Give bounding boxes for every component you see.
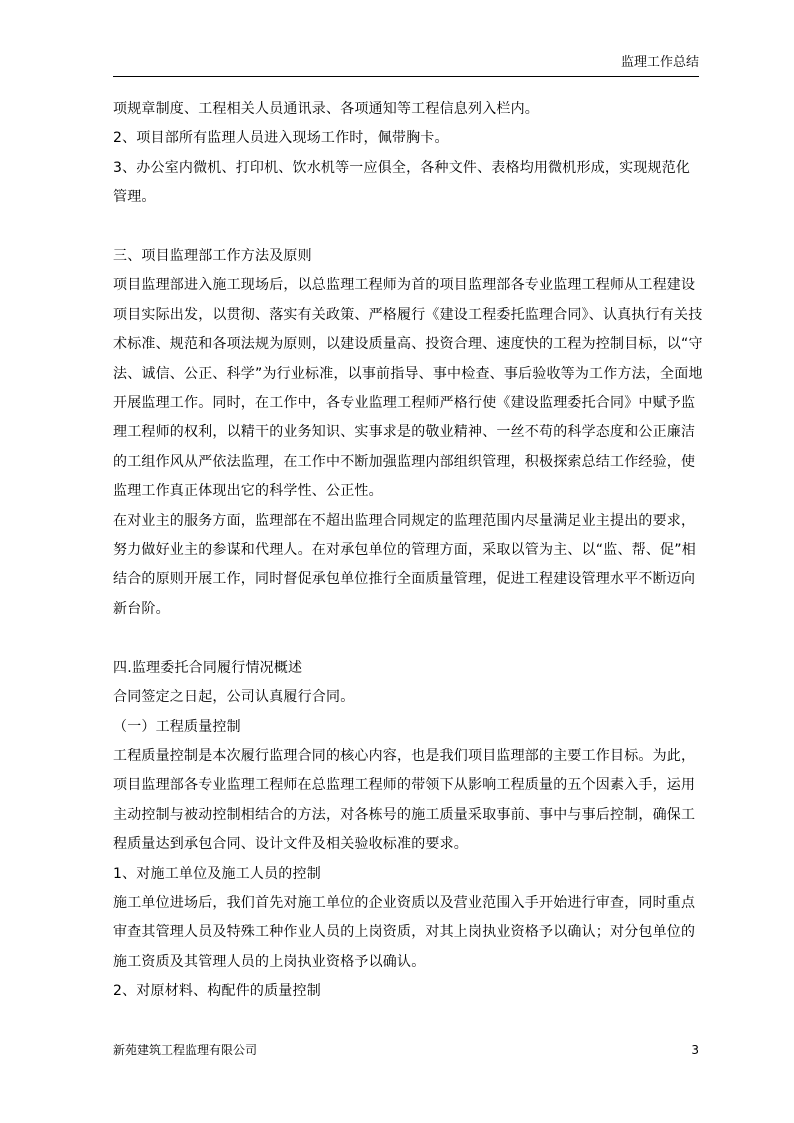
blank-line: [113, 213, 703, 242]
footer-company: 新苑建筑工程监理有限公司: [113, 1043, 258, 1057]
section-heading-4: 四.监理委托合同履行情况概述: [113, 659, 303, 676]
paragraph: 项规章制度、工程相关人员通讯录、各项通知等工程信息列入栏内。: [113, 101, 539, 117]
document-body: [113, 95, 703, 1007]
paragraph: 施工单位进场后，我们首先对施工单位的企业资质以及营业范围入手开始进行审查，同时重点审查其管理人员及特殊工种作业人员的上岗资质，对其上岗执业资格予以确认；对分包单位的施工资质及其管理人员的上岗执业资格予以确认。: [113, 894, 696, 970]
paragraph: 合同签定之日起，公司认真履行合同。: [113, 689, 355, 706]
item-heading-1: 1、对施工单位及施工人员的控制: [113, 865, 321, 882]
page-footer: [113, 1041, 699, 1059]
header-title: 监理工作总结: [620, 55, 699, 70]
paragraph: 工程质量控制是本次履行监理合同的核心内容，也是我们项目监理部的主要工作目标。为此，项目监理部各专业监理工程师在总监理工程师的带领下从影响工程质量的五个因素入手，运用主动控制与被动控制相结合的方法，对各栋号的施工质量采取事前、事中与事后控制，确保工程质量达到承包合同、设计文件及相关验收标准的要求。: [113, 747, 696, 853]
paragraph: 在对业主的服务方面，监理部在不超出监理合同规定的监理范围内尽量满足业主提出的要求，努力做好业主的参谋和代理人。在对承包单位的管理方面，采取以管为主、以“监、帮、促”相结合的原则开展工作，同时督促承包单位推行全面质量管理，促进工程建设管理水平不断迈向新台阶。: [113, 512, 696, 617]
list-item-2: 2、项目部所有监理人员进入现场工作时，佩带胸卡。: [113, 130, 449, 147]
page-number: 3: [691, 1043, 699, 1057]
paragraph: 项目监理部进入施工现场后，以总监理工程师为首的项目监理部各专业监理工程师从工程建设项目实际出发，以贯彻、落实有关政策、严格履行《建设工程委托监理合同》、认真执行有关技术标准、规范和各项法规为原则，以建设质量高、投资合理、速度快的工程为控制目标，以“守法、诚信、公正、科学”为行业标准，以事前指导、事中检查、事后验收等为工作方法，全面地开展监理工作。同时，在工作中，各专业监理工程师严格行使《建设监理委托合同》中赋予监理工程师的权利，以精干的业务知识、实事求是的敬业精神、一丝不苟的科学态度和公正廉洁的工组作风从严依法监理，在工作中不断加强监理内部组织管理，积极探索总结工作经验，使监理工作真正体现出它的科学性、公正性。: [113, 277, 703, 500]
item-heading-2: 2、对原材料、构配件的质量控制: [113, 983, 321, 1000]
section-heading-3: 三、项目监理部工作方法及原则: [113, 248, 312, 265]
page-header: [113, 50, 699, 77]
blank-line: [113, 624, 703, 653]
subsection-heading: （一）工程质量控制: [113, 718, 241, 735]
list-item-3: 3、办公室内微机、打印机、饮水机等一应俱全，各种文件、表格均用微机形成，实现规范化管理。: [113, 159, 691, 206]
